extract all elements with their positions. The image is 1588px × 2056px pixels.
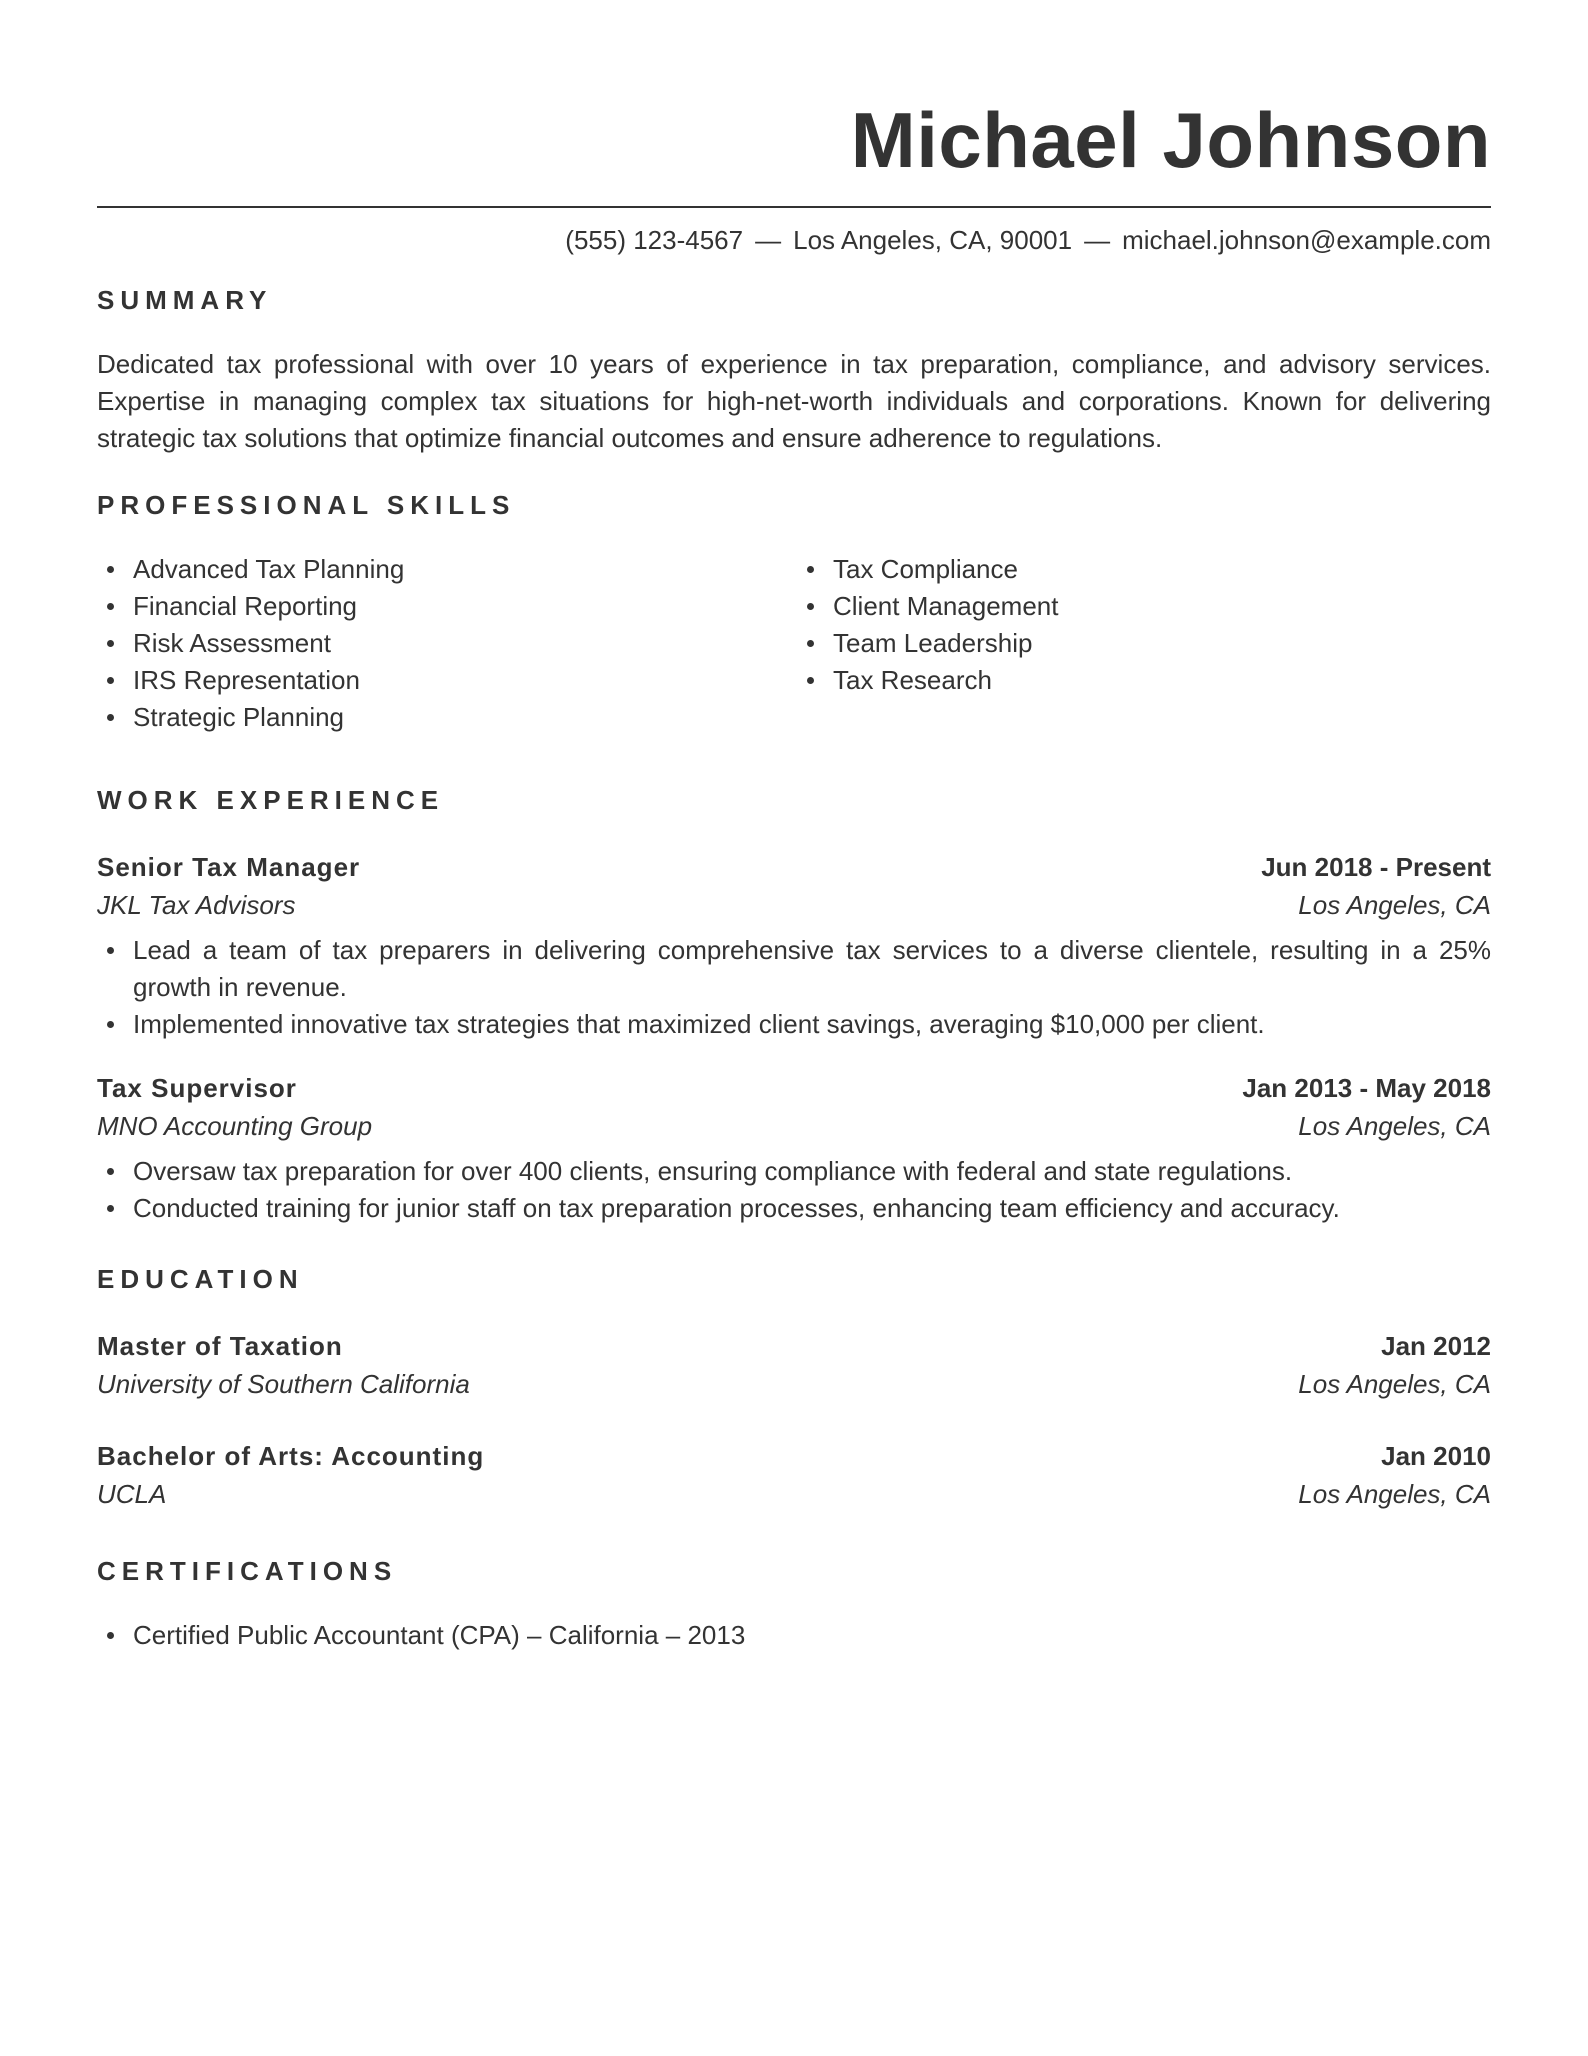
section-title-experience: WORK EXPERIENCE [97,785,445,815]
job-company: JKL Tax Advisors [97,890,296,920]
skill-item: Tax Compliance [797,551,1497,588]
contact-separator: — [1084,225,1111,255]
education-degree: Master of Taxation [97,1331,343,1361]
education-header [97,1437,1491,1475]
contact-line [97,222,1491,258]
job-location: Los Angeles, CA [1298,890,1491,920]
skills-list-left [97,551,797,736]
job-dates: Jan 2013 - May 2018 [1242,1073,1491,1103]
education-location: Los Angeles, CA [1298,1479,1491,1509]
job-entry [97,848,1491,1043]
skill-item: Advanced Tax Planning [97,551,797,588]
job-bullets [97,1153,1491,1227]
job-header [97,848,1491,886]
job-title: Tax Supervisor [97,1073,297,1103]
job-subheader [97,886,1491,924]
summary-section [97,282,1491,457]
education-school: UCLA [97,1479,167,1509]
education-entry [97,1327,1491,1403]
job-title: Senior Tax Manager [97,852,361,882]
education-date: Jan 2012 [1381,1331,1491,1361]
skill-item: Client Management [797,588,1497,625]
education-location: Los Angeles, CA [1298,1369,1491,1399]
section-title-education: EDUCATION [97,1264,304,1294]
section-title-certifications: CERTIFICATIONS [97,1556,398,1586]
contact-separator: — [755,225,782,255]
job-company: MNO Accounting Group [97,1111,373,1141]
skills-list-right [797,551,1497,736]
experience-section [97,782,1491,1227]
skill-item: Strategic Planning [97,699,797,736]
education-school: University of Southern California [97,1369,470,1399]
skill-item: Team Leadership [797,625,1497,662]
job-header [97,1069,1491,1107]
job-bullet: Conducted training for junior staff on tax preparation processes, enhancing team efficiency and accuracy. [97,1190,1491,1227]
skill-item: Financial Reporting [97,588,797,625]
section-title-skills: PROFESSIONAL SKILLS [97,490,516,520]
skills-section [97,487,1491,736]
job-entry [97,1069,1491,1227]
education-degree: Bachelor of Arts: Accounting [97,1441,485,1471]
certifications-list [97,1617,1491,1654]
education-header [97,1327,1491,1365]
job-subheader [97,1107,1491,1145]
section-title-summary: SUMMARY [97,285,273,315]
skills-columns [97,551,1491,736]
skill-item: IRS Representation [97,662,797,699]
contact-email[interactable]: michael.johnson@example.com [1122,225,1491,255]
skill-item: Tax Research [797,662,1497,699]
job-dates: Jun 2018 - Present [1261,852,1491,882]
education-entry [97,1437,1491,1513]
job-bullet: Lead a team of tax preparers in delivering comprehensive tax services to a diverse clientele, resulting in a 25% growth in revenue. [97,932,1491,1006]
job-location: Los Angeles, CA [1298,1111,1491,1141]
contact-location: Los Angeles, CA, 90001 [793,225,1073,255]
job-bullet: Implemented innovative tax strategies that maximized client savings, averaging $10,000 per client. [97,1006,1491,1043]
education-subheader [97,1475,1491,1513]
education-subheader [97,1365,1491,1403]
candidate-name: Michael Johnson [850,96,1491,184]
certification-item: Certified Public Accountant (CPA) – California – 2013 [97,1617,1491,1654]
header-divider [97,206,1491,208]
skill-item: Risk Assessment [97,625,797,662]
education-section [97,1261,1491,1513]
summary-text: Dedicated tax professional with over 10 years of experience in tax preparation, compliance, and advisory services. Expertise in managing complex tax situations for high-net-worth individuals and corporations. Known for delivering strategic tax solutions that optimize financial outcomes and ensure adherence to regulations. [97,349,1491,453]
education-date: Jan 2010 [1381,1441,1491,1471]
job-bullet: Oversaw tax preparation for over 400 clients, ensuring compliance with federal and state regulations. [97,1153,1491,1190]
job-bullets [97,932,1491,1043]
contact-phone: (555) 123-4567 [565,225,744,255]
certifications-section [97,1553,1491,1654]
